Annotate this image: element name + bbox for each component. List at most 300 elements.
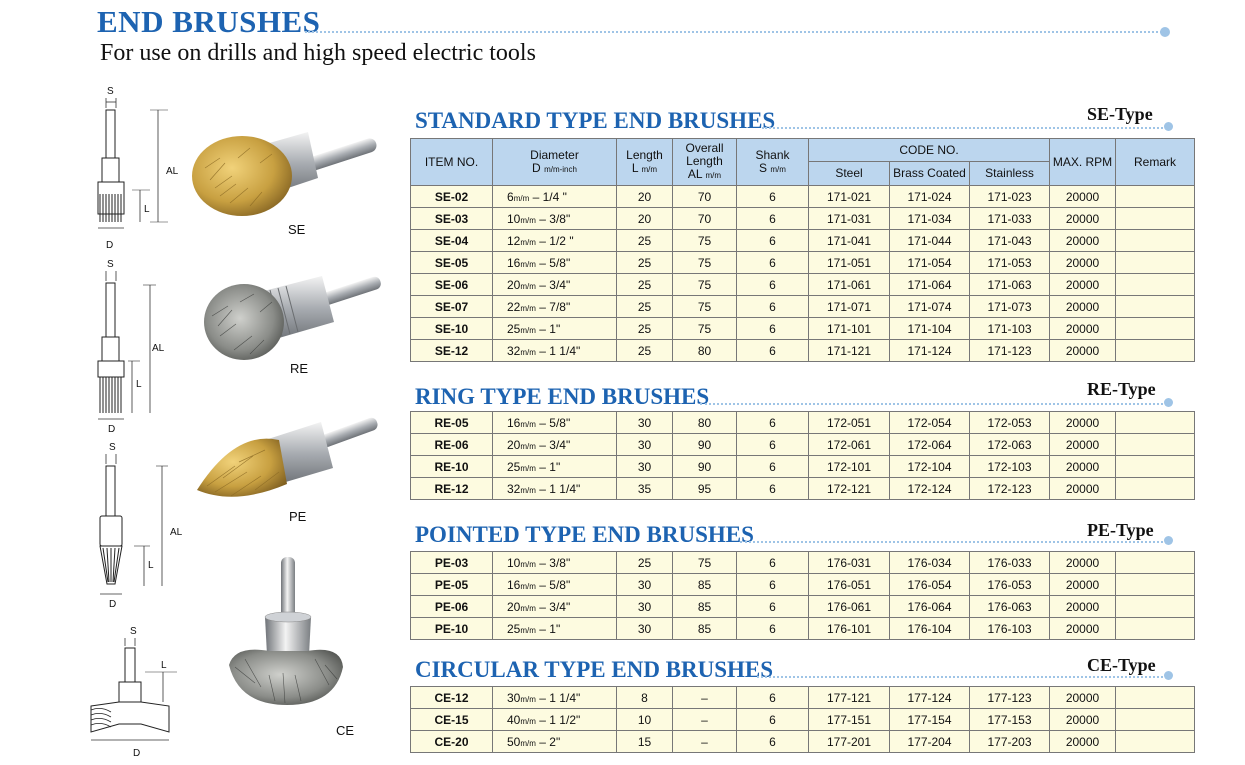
section-rule-dot-pe (1164, 536, 1173, 545)
cell-overall-length (673, 596, 737, 618)
cell-max-rpm (1050, 731, 1116, 753)
cell-item-no-value: RE-05 (434, 415, 469, 430)
cell-overall-length-value: 75 (697, 321, 712, 336)
col-header-length (617, 139, 673, 186)
col-header-stainless-text: Stainless (985, 166, 1034, 180)
cell-code-stainless (970, 296, 1050, 318)
cell-length (617, 208, 673, 230)
cell-code-brass (890, 208, 970, 230)
cell-length (617, 552, 673, 574)
cell-item-no-value: SE-06 (434, 277, 469, 292)
section-rule-dot-re (1164, 398, 1173, 407)
cell-item-no (411, 412, 493, 434)
cell-diameter-mm: 25 (507, 621, 521, 636)
dim-label-al-pe: AL (170, 527, 183, 538)
cell-remark (1116, 687, 1195, 709)
table-row (411, 296, 1195, 318)
cell-diameter-mm: 25 (507, 459, 521, 474)
cell-max-rpm (1050, 340, 1116, 362)
col-header-brass (890, 162, 970, 186)
cell-max-rpm-value: 20000 (1065, 437, 1100, 452)
cell-code-steel (809, 456, 890, 478)
cell-length-value: 8 (641, 690, 648, 705)
cell-overall-length (673, 574, 737, 596)
cell-diameter (493, 709, 617, 731)
cell-item-no-value: SE-02 (434, 189, 469, 204)
table-row (411, 478, 1195, 500)
cell-code-brass-value: 177-124 (907, 690, 952, 705)
cell-code-stainless-value: 176-053 (987, 577, 1032, 592)
cell-item-no (411, 478, 493, 500)
cell-item-no-value: SE-12 (434, 343, 469, 358)
cell-max-rpm (1050, 318, 1116, 340)
col-header-code-no-text: CODE NO. (899, 142, 959, 157)
cell-diameter-mm: 20 (507, 599, 521, 614)
cell-diameter-separator: – (539, 233, 546, 248)
cell-remark (1116, 478, 1195, 500)
cell-diameter-mm: 22 (507, 299, 521, 314)
cell-diameter (493, 296, 617, 318)
dim-label-l-re: L (136, 379, 142, 390)
cell-code-steel-value: 172-101 (826, 459, 872, 474)
cell-remark (1116, 230, 1195, 252)
cell-code-stainless-value: 172-103 (987, 459, 1032, 474)
cell-code-brass (890, 296, 970, 318)
cell-item-no (411, 574, 493, 596)
col-header-diameter-text: Diameter (530, 147, 579, 162)
cell-diameter-inch: 1 1/4" (549, 481, 581, 496)
section-type-pe: PE-Type (1087, 520, 1154, 540)
cell-length (617, 274, 673, 296)
cell-code-stainless (970, 434, 1050, 456)
cell-diameter-separator: – (539, 621, 546, 636)
pe-brush-photo (195, 410, 385, 510)
cell-item-no (411, 552, 493, 574)
cell-max-rpm-value: 20000 (1065, 277, 1100, 292)
cell-length (617, 456, 673, 478)
table-row (411, 434, 1195, 456)
cell-length-value: 25 (637, 277, 652, 292)
cell-code-steel-value: 171-031 (826, 211, 872, 226)
cell-overall-length (673, 412, 737, 434)
spec-table-pe (410, 551, 1195, 640)
table-row (411, 731, 1195, 753)
cell-code-brass-value: 176-064 (907, 599, 952, 614)
cell-code-steel-value: 171-101 (826, 321, 872, 336)
re-dimension-drawing (88, 255, 188, 435)
cell-diameter (493, 574, 617, 596)
col-header-max-rpm-text: MAX. RPM (1052, 154, 1113, 169)
title-rule-dot (1160, 27, 1170, 37)
cell-code-stainless-value: 171-063 (987, 277, 1032, 292)
cell-item-no (411, 274, 493, 296)
cell-max-rpm-value: 20000 (1065, 299, 1100, 314)
cell-code-steel (809, 296, 890, 318)
cell-shank (737, 709, 809, 731)
cell-overall-length-value: 80 (697, 343, 712, 358)
cell-shank (737, 618, 809, 640)
table-row (411, 340, 1195, 362)
section-title-re: RING TYPE END BRUSHES (415, 384, 710, 409)
col-header-item-no-text: ITEM NO. (424, 154, 479, 169)
cell-max-rpm-value: 20000 (1065, 690, 1100, 705)
cell-remark (1116, 296, 1195, 318)
cell-shank-value: 6 (769, 712, 776, 727)
cell-code-steel (809, 731, 890, 753)
cell-length-value: 30 (637, 577, 652, 592)
cell-remark (1116, 274, 1195, 296)
cell-max-rpm (1050, 230, 1116, 252)
cell-max-rpm (1050, 687, 1116, 709)
cell-diameter-mm: 10 (507, 555, 521, 570)
cell-remark (1116, 318, 1195, 340)
cell-code-brass (890, 274, 970, 296)
cell-shank-value: 6 (769, 189, 776, 204)
cell-diameter-unit: m/m (520, 738, 536, 748)
cell-diameter (493, 274, 617, 296)
cell-code-stainless-value: 171-103 (987, 321, 1032, 336)
cell-code-steel-value: 171-071 (826, 299, 872, 314)
cell-code-steel (809, 230, 890, 252)
cell-code-stainless (970, 596, 1050, 618)
cell-item-no (411, 687, 493, 709)
cell-item-no (411, 296, 493, 318)
cell-code-steel-value: 177-201 (826, 734, 872, 749)
cell-code-brass-value: 171-024 (907, 189, 952, 204)
cell-diameter (493, 618, 617, 640)
cell-item-no-value: SE-10 (434, 321, 469, 336)
cell-length (617, 574, 673, 596)
cell-diameter-unit: m/m (520, 419, 536, 429)
cell-code-brass-value: 171-074 (907, 299, 952, 314)
cell-diameter-inch: 1" (549, 321, 561, 336)
cell-item-no (411, 456, 493, 478)
cell-code-brass (890, 186, 970, 208)
spec-table-re (410, 411, 1195, 500)
cell-max-rpm-value: 20000 (1065, 321, 1100, 336)
cell-diameter-mm: 32 (507, 481, 521, 496)
cell-shank (737, 186, 809, 208)
cell-code-brass (890, 574, 970, 596)
cell-code-steel-value: 171-061 (826, 277, 872, 292)
col-header-brass-text: Brass Coated (893, 166, 966, 180)
cell-diameter (493, 318, 617, 340)
cell-overall-length (673, 478, 737, 500)
cell-code-steel-value: 172-061 (826, 437, 872, 452)
col-header-steel (809, 162, 890, 186)
cell-shank-value: 6 (769, 233, 776, 248)
pe-dimension-drawing (88, 438, 188, 613)
cell-diameter-inch: 1" (549, 621, 561, 636)
cell-length (617, 478, 673, 500)
cell-code-brass-value: 176-104 (907, 621, 952, 636)
cell-overall-length-value: 90 (697, 437, 712, 452)
cell-code-brass (890, 230, 970, 252)
cell-item-no (411, 340, 493, 362)
cell-diameter (493, 186, 617, 208)
cell-diameter-separator: – (539, 734, 546, 749)
cell-length-value: 30 (637, 459, 652, 474)
cell-code-stainless (970, 574, 1050, 596)
section-title-se: STANDARD TYPE END BRUSHES (415, 108, 776, 133)
cell-item-no (411, 709, 493, 731)
cell-overall-length-value: 75 (697, 299, 712, 314)
cell-code-stainless-value: 177-153 (987, 712, 1032, 727)
photo-caption-pe: PE (289, 509, 307, 524)
cell-shank-value: 6 (769, 555, 776, 570)
cell-length (617, 186, 673, 208)
cell-code-steel (809, 552, 890, 574)
table-row (411, 274, 1195, 296)
cell-diameter-separator: – (539, 211, 546, 226)
cell-item-no-value: SE-04 (434, 233, 469, 248)
cell-overall-length (673, 709, 737, 731)
section-rule-ce (757, 676, 1167, 678)
cell-max-rpm-value: 20000 (1065, 555, 1100, 570)
dim-label-l-ce: L (161, 660, 167, 671)
cell-max-rpm-value: 20000 (1065, 415, 1100, 430)
cell-code-steel-value: 176-031 (826, 555, 872, 570)
cell-code-steel (809, 574, 890, 596)
cell-code-stainless (970, 456, 1050, 478)
col-header-diameter (493, 139, 617, 186)
cell-overall-length (673, 434, 737, 456)
cell-diameter-inch: 2" (549, 734, 561, 749)
cell-max-rpm (1050, 434, 1116, 456)
cell-diameter-inch: 1/2 " (549, 233, 574, 248)
cell-code-brass (890, 252, 970, 274)
cell-item-no-value: PE-10 (434, 621, 469, 636)
cell-remark (1116, 709, 1195, 731)
cell-overall-length-value: 75 (697, 555, 712, 570)
cell-code-stainless (970, 618, 1050, 640)
cell-code-steel-value: 172-051 (826, 415, 872, 430)
cell-code-stainless-value: 171-043 (987, 233, 1032, 248)
col-header-shank-text: Shank (755, 147, 790, 162)
cell-length-value: 30 (637, 599, 652, 614)
cell-diameter-mm: 16 (507, 255, 521, 270)
cell-overall-length-value: 90 (697, 459, 712, 474)
cell-length-value: 30 (637, 437, 652, 452)
cell-code-stainless-value: 172-053 (987, 415, 1032, 430)
cell-shank-value: 6 (769, 299, 776, 314)
col-header-diameter-text: m/m-inch (544, 164, 577, 174)
cell-shank-value: 6 (769, 437, 776, 452)
cell-max-rpm-value: 20000 (1065, 211, 1100, 226)
cell-max-rpm (1050, 478, 1116, 500)
cell-overall-length (673, 186, 737, 208)
cell-code-brass-value: 176-054 (907, 577, 952, 592)
cell-diameter-inch: 7/8" (549, 299, 571, 314)
ce-dimension-drawing (85, 622, 190, 762)
cell-code-steel (809, 340, 890, 362)
cell-max-rpm (1050, 574, 1116, 596)
cell-code-steel-value: 176-061 (826, 599, 872, 614)
cell-length-value: 15 (637, 734, 652, 749)
cell-code-steel-value: 172-121 (826, 481, 872, 496)
cell-max-rpm-value: 20000 (1065, 233, 1100, 248)
table-row (411, 230, 1195, 252)
cell-code-stainless (970, 412, 1050, 434)
cell-remark (1116, 731, 1195, 753)
cell-code-brass-value: 172-104 (907, 459, 952, 474)
cell-length (617, 687, 673, 709)
cell-diameter-inch: 1 1/4" (549, 343, 581, 358)
cell-shank-value: 6 (769, 621, 776, 636)
cell-code-brass (890, 434, 970, 456)
cell-shank-value: 6 (769, 690, 776, 705)
cell-overall-length-value: – (701, 712, 708, 727)
dim-label-d: D (106, 240, 114, 251)
cell-diameter-separator: – (539, 415, 546, 430)
cell-shank-value: 6 (769, 277, 776, 292)
ce-brush-photo (225, 555, 345, 725)
cell-item-no (411, 618, 493, 640)
table-row (411, 412, 1195, 434)
cell-length-value: 20 (637, 189, 652, 204)
cell-item-no-value: CE-15 (434, 712, 469, 727)
cell-shank-value: 6 (769, 415, 776, 430)
cell-max-rpm (1050, 618, 1116, 640)
cell-remark (1116, 208, 1195, 230)
cell-diameter-inch: 3/8" (549, 555, 571, 570)
section-title-ce: CIRCULAR TYPE END BRUSHES (415, 657, 774, 682)
cell-remark (1116, 552, 1195, 574)
cell-max-rpm-value: 20000 (1065, 577, 1100, 592)
section-type-ce: CE-Type (1087, 655, 1156, 675)
cell-length (617, 618, 673, 640)
cell-item-no (411, 318, 493, 340)
cell-diameter-separator: – (539, 343, 546, 358)
cell-remark (1116, 186, 1195, 208)
col-header-overall-length-text: Overall (685, 141, 724, 155)
cell-remark (1116, 340, 1195, 362)
cell-diameter (493, 687, 617, 709)
cell-overall-length-value: 85 (697, 599, 712, 614)
cell-max-rpm-value: 20000 (1065, 621, 1100, 636)
cell-code-stainless (970, 340, 1050, 362)
section-title-pe: POINTED TYPE END BRUSHES (415, 522, 754, 547)
cell-diameter-mm: 40 (507, 712, 521, 727)
cell-shank (737, 731, 809, 753)
cell-code-brass (890, 618, 970, 640)
se-brush-photo (190, 118, 385, 223)
cell-code-brass (890, 456, 970, 478)
table-row (411, 186, 1195, 208)
cell-code-steel (809, 208, 890, 230)
cell-code-stainless-value: 171-123 (987, 343, 1032, 358)
dim-label-d-re: D (108, 424, 116, 435)
cell-item-no (411, 731, 493, 753)
col-header-shank (737, 139, 809, 186)
cell-diameter-inch: 3/4" (549, 277, 571, 292)
cell-code-brass-value: 176-034 (907, 555, 952, 570)
dim-label-al: AL (166, 166, 179, 177)
cell-length-value: 30 (637, 621, 652, 636)
cell-code-stainless (970, 274, 1050, 296)
cell-overall-length (673, 731, 737, 753)
cell-diameter-separator: – (539, 555, 546, 570)
cell-code-stainless (970, 478, 1050, 500)
cell-shank (737, 478, 809, 500)
cell-code-steel-value: 177-151 (826, 712, 872, 727)
table-row (411, 252, 1195, 274)
cell-overall-length-value: – (701, 690, 708, 705)
cell-item-no-value: SE-03 (434, 211, 469, 226)
cell-code-stainless (970, 318, 1050, 340)
cell-length-value: 10 (637, 712, 652, 727)
cell-diameter-separator: – (539, 459, 546, 474)
cell-overall-length (673, 618, 737, 640)
cell-diameter-inch: 3/8" (549, 211, 571, 226)
cell-code-stainless-value: 176-033 (987, 555, 1032, 570)
cell-diameter-mm: 10 (507, 211, 521, 226)
cell-diameter-separator: – (539, 255, 546, 270)
cell-code-steel (809, 434, 890, 456)
cell-item-no-value: RE-06 (434, 437, 469, 452)
col-header-steel-text: Steel (835, 166, 863, 180)
cell-length (617, 296, 673, 318)
dim-label-s-ce: S (130, 626, 137, 637)
cell-diameter (493, 412, 617, 434)
cell-max-rpm-value: 20000 (1065, 189, 1100, 204)
col-header-code-no (809, 139, 1050, 162)
cell-max-rpm-value: 20000 (1065, 459, 1100, 474)
cell-shank (737, 596, 809, 618)
col-header-length-text: m/m (641, 164, 658, 174)
spec-table-ce (410, 686, 1195, 753)
cell-max-rpm-value: 20000 (1065, 712, 1100, 727)
cell-code-brass-value: 177-154 (907, 712, 952, 727)
cell-length-value: 25 (637, 555, 652, 570)
cell-diameter-unit: m/m (520, 281, 536, 291)
cell-diameter (493, 208, 617, 230)
cell-diameter-unit: m/m (520, 325, 536, 335)
table-row (411, 456, 1195, 478)
cell-overall-length (673, 208, 737, 230)
cell-diameter (493, 434, 617, 456)
section-rule-se (762, 127, 1167, 129)
cell-diameter-unit: m/m (520, 215, 536, 225)
cell-code-steel-value: 176-051 (826, 577, 872, 592)
cell-diameter-unit: m/m (520, 559, 536, 569)
cell-item-no (411, 252, 493, 274)
cell-remark (1116, 412, 1195, 434)
cell-code-stainless-value: 172-123 (987, 481, 1032, 496)
cell-code-brass-value: 171-124 (907, 343, 952, 358)
cell-shank (737, 230, 809, 252)
cell-max-rpm (1050, 456, 1116, 478)
cell-code-brass (890, 318, 970, 340)
cell-diameter-inch: 3/4" (549, 437, 571, 452)
title-rule (305, 31, 1165, 33)
section-type-re: RE-Type (1087, 379, 1156, 399)
spec-table-se (410, 138, 1195, 362)
cell-code-steel (809, 596, 890, 618)
cell-diameter-mm: 32 (507, 343, 521, 358)
cell-item-no-value: PE-06 (434, 599, 469, 614)
cell-item-no (411, 230, 493, 252)
dim-label-s: S (107, 86, 114, 97)
table-header-row (411, 139, 1195, 162)
photo-caption-re: RE (290, 361, 309, 376)
cell-diameter-unit: m/m (520, 441, 536, 451)
cell-shank-value: 6 (769, 734, 776, 749)
cell-max-rpm (1050, 208, 1116, 230)
cell-length (617, 340, 673, 362)
cell-diameter-unit: m/m (520, 603, 536, 613)
se-dimension-drawing (88, 82, 188, 252)
